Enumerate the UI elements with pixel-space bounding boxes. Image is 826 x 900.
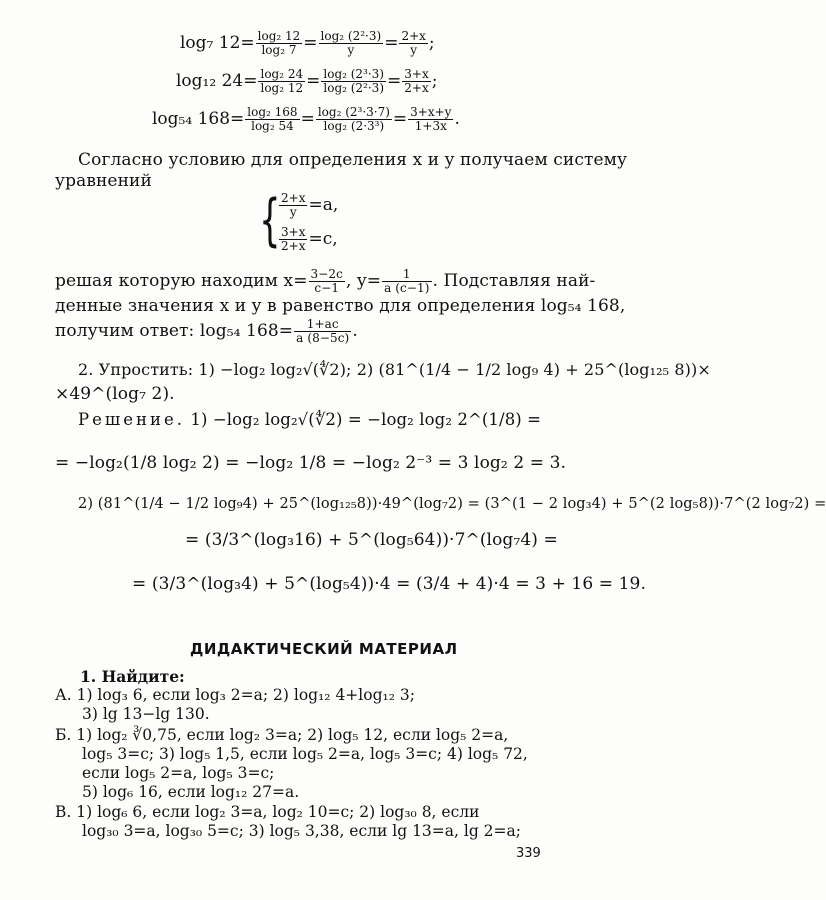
- exercise-line: log₅ 3=c; 3) log₅ 1,5, если log₅ 2=a, log₅ 3=c; 4) log₅ 72,: [82, 745, 528, 763]
- fraction: $\frac{3-2c}{c-1}$: [310, 267, 343, 295]
- section-title: ДИДАКТИЧЕСКИЙ МАТЕРИАЛ: [190, 640, 458, 658]
- text-run: получим ответ: log₅₄ 168=: [55, 321, 294, 341]
- exercise-line: В. 1) log₆ 6, если log₂ 3=a, log₂ 10=c; 2) log₃₀ 8, если: [55, 803, 480, 821]
- paragraph-line: [55, 318, 358, 345]
- exercise-line: А. 1) log₃ 6, если log₃ 2=a; 2) log₁₂ 4+log₁₂ 3;: [55, 686, 415, 704]
- formula-log7-12: log₇ 12= $\frac{\text{log₂ 12}}{\text{log₂ 7}}$ = $\frac{\text{log₂ (2²·3)}}{y}$ = $\frac{2+x}{y}$ ;: [180, 29, 435, 57]
- fraction: $\frac{\text{log₂ 168}}{\text{log₂ 54}}$: [247, 105, 298, 133]
- exercise-line: 5) log₆ 16, если log₁₂ 27=a.: [82, 783, 300, 801]
- fraction: $\frac{3+x}{2+x}$: [404, 67, 429, 95]
- exercise-line: 1. Найдите:: [80, 667, 185, 686]
- paragraph-line: [55, 268, 595, 295]
- fraction: $\frac{\text{log₂ (2³·3)}}{\text{log₂ (2²·3)}}$: [323, 67, 385, 95]
- system-equation-2: $\frac{3+x}{2+x}$ =c,: [281, 225, 338, 253]
- exercise-line: log₃₀ 3=a, log₃₀ 5=c; 3) log₅ 3,38, если lg 13=a, lg 2=a;: [82, 822, 521, 840]
- formula-log12-24: log₁₂ 24= $\frac{\text{log₂ 24}}{\text{log₂ 12}}$ = $\frac{\text{log₂ (2³·3)}}{\text{log₂ (2²·3)}}$ = $\frac{3+x}{2+x}$ ;: [176, 67, 438, 95]
- exercise-line: 3) lg 13−lg 130.: [82, 705, 210, 723]
- fraction: $\frac{2+x}{y}$: [281, 191, 306, 219]
- text-run: 1) −log₂ log₂√(∜2) = −log₂ log₂ 2^(1/8) =: [190, 410, 542, 429]
- solution-line: 2) (81^(1/4 − 1/2 log₉4) + 25^(log₁₂₅8))·49^(log₇2) = (3^(1 − 2 log₃4) + 5^(2 log₅8))·7^(2 log₇2) =: [78, 496, 826, 512]
- formula-lhs: log₅₄ 168: [152, 109, 231, 129]
- fraction: $\frac{2+x}{y}$: [401, 29, 426, 57]
- fraction: $\frac{3+x}{2+x}$: [281, 225, 306, 253]
- task-2-line: ×49^(log₇ 2).: [55, 384, 175, 404]
- formula-lhs: log₁₂ 24: [176, 71, 244, 91]
- solution-line: = (3/3^(log₃4) + 5^(log₅4))·4 = (3/4 + 4)·4 = 3 + 16 = 19.: [132, 574, 646, 594]
- formula-lhs: log₇ 12: [180, 33, 241, 53]
- system-equation-1: $\frac{2+x}{y}$ =a,: [281, 191, 339, 219]
- text-run: решая которую находим x=: [55, 271, 308, 291]
- formula-log54-168: log₅₄ 168= $\frac{\text{log₂ 168}}{\text{log₂ 54}}$ = $\frac{\text{log₂ (2³·3·7)}}{\text{log₂ (2·3³)}}$ = $\frac{3+x+y}{1+3x}$ .: [152, 105, 460, 133]
- fraction: $\frac{\text{log₂ 24}}{\text{log₂ 12}}$: [260, 67, 304, 95]
- exercise-line: Б. 1) log₂ ∛0,75, если log₂ 3=a; 2) log₅ 12, если log₅ 2=a,: [55, 726, 509, 744]
- task-2-line: 2. Упростить: 1) −log₂ log₂√(∜2); 2) (81^(1/4 − 1/2 log₉ 4) + 25^(log₁₂₅ 8))×: [78, 360, 711, 379]
- fraction: $\frac{\text{log₂ (2³·3·7)}}{\text{log₂ (2·3³)}}$: [317, 105, 390, 133]
- page-number: 339: [516, 846, 541, 861]
- solution-line: [78, 410, 541, 429]
- fraction: $\frac{1+ac}{a (8-5c)}$: [296, 317, 350, 345]
- solution-label: Решение.: [78, 410, 185, 429]
- paragraph-line: денные значения x и y в равенство для определения log₅₄ 168,: [55, 296, 626, 316]
- fraction: $\frac{\text{log₂ (2²·3)}}{y}$: [320, 29, 382, 57]
- paragraph-line: уравнений: [55, 171, 152, 191]
- fraction: $\frac{3+x+y}{1+3x}$: [410, 105, 452, 133]
- system-brace: {: [259, 188, 281, 253]
- solution-line: = (3/3^(log₃16) + 5^(log₅64))·7^(log₇4) =: [185, 530, 558, 550]
- paragraph-line: Согласно условию для определения x и y получаем систему: [78, 150, 628, 170]
- fraction: $\frac{1}{a (c-1)}$: [384, 267, 430, 295]
- exercise-line: если log₅ 2=a, log₅ 3=c;: [82, 764, 275, 782]
- text-run: .: [352, 321, 358, 341]
- text-run: , y=: [346, 271, 382, 291]
- text-run: . Подставляя най-: [432, 271, 596, 291]
- solution-line: = −log₂(1/8 log₂ 2) = −log₂ 1/8 = −log₂ 2⁻³ = 3 log₂ 2 = 3.: [55, 453, 567, 473]
- fraction: $\frac{\text{log₂ 12}}{\text{log₂ 7}}$: [257, 29, 301, 57]
